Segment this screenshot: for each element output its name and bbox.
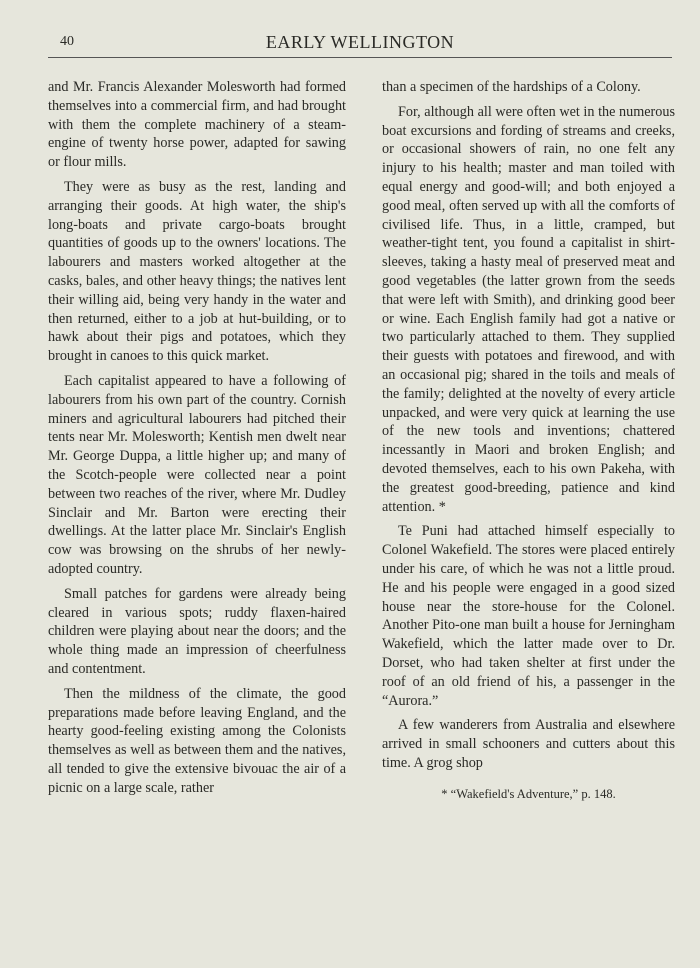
paragraph: and Mr. Francis Alexander Molesworth had formed themselves into a commercial firm, and had brought with them the complete machinery of a steam-engine of twenty horse power, adapted for sawing or flour mills. <box>48 79 346 171</box>
paragraph: Te Puni had attached himself especially to Colonel Wakefield. The stores were placed entirely under his care, of which he was not a little proud. He and his people were engaged in a good sized house near the store-house for the Colonel. Another Pito-one man built a house for Jerningham Wakefield, which the latter made over to Dr. Dorset, who had taken shelter at first under the roof of an old friend of his, a passenger in the “Aurora.” <box>382 523 675 709</box>
page-number: 40 <box>60 34 74 49</box>
header-rule <box>48 57 672 58</box>
page-header <box>48 30 672 60</box>
right-column <box>382 78 675 803</box>
paragraph: than a specimen of the hardships of a Colony. <box>382 79 641 95</box>
paragraph: Small patches for gardens were already being cleared in various spots; ruddy flaxen-haired children were playing about near the doors; and the whole thing made an impression of cheerfulness and contentment. <box>48 585 346 677</box>
left-column <box>48 78 346 797</box>
paragraph: For, although all were often wet in the numerous boat excursions and fording of streams and creeks, or occasional showers of rain, no one felt any injury to his health; master and man toiled with equal energy and good-will; and both enjoyed a good meal, often served up with all the comforts of civilised life. Thus, in a little, cramped, but weather-tight tent, you found a capitalist in shirt-sleeves, taking a hasty meal of preserved meat and good vegetables (the latter grown from the seeds that were left with Smith), and drinking good beer or wine. Each English family had got a native or two particularly attached to them. They supplied their guests with potatoes and firewood, and with an occasional pig; shared in the toils and meals of the family; delighted at the novelty of every article unpacked, and were very quick at learning the use of the new tools and inventions; chattered incessantly in Maori and broken English; and devoted themselves, each to his own Pakeha, with the greatest good-breeding, patience and kind attention. * <box>382 103 675 515</box>
footnote: * “Wakefield's Adventure,” p. 148. <box>441 786 616 801</box>
paragraph: They were as busy as the rest, landing and arranging their goods. At high water, the ship's long-boats and private cargo-boats brought quantities of goods up to the owners' locations. The labourers and masters worked altogether at the casks, bales, and other heavy things; the natives lent their willing aid, being very handy in the water and then returned, either to a job at hut-building, or to hawk about their pigs and potatoes, which they brought in canoes to this quick market. <box>48 178 346 365</box>
running-title: EARLY WELLINGTON <box>265 32 455 52</box>
paragraph: Then the mildness of the climate, the good preparations made before leaving England, and the hearty good-feeling existing among the Colonists themselves as well as between them and the natives, all tended to give the extensive bivouac the air of a picnic on a large scale, rather <box>48 685 346 796</box>
paragraph: Each capitalist appeared to have a following of labourers from his own part of the country. Cornish miners and agricultural labourers had pitched their tents near Mr. Molesworth; Kentish men dwelt near Mr. George Duppa, a little higher up; and many of the Scotch-people were collected near a point between two reaches of the river, where Mr. Dudley Sinclair and Mr. Barton were erecting their dwellings. At the latter place Mr. Sinclair's English cow was browsing on the shrubs of her newly-adopted country. <box>48 372 346 577</box>
paragraph: A few wanderers from Australia and elsewhere arrived in small schooners and cutters about this time. A grog shop <box>382 717 675 771</box>
